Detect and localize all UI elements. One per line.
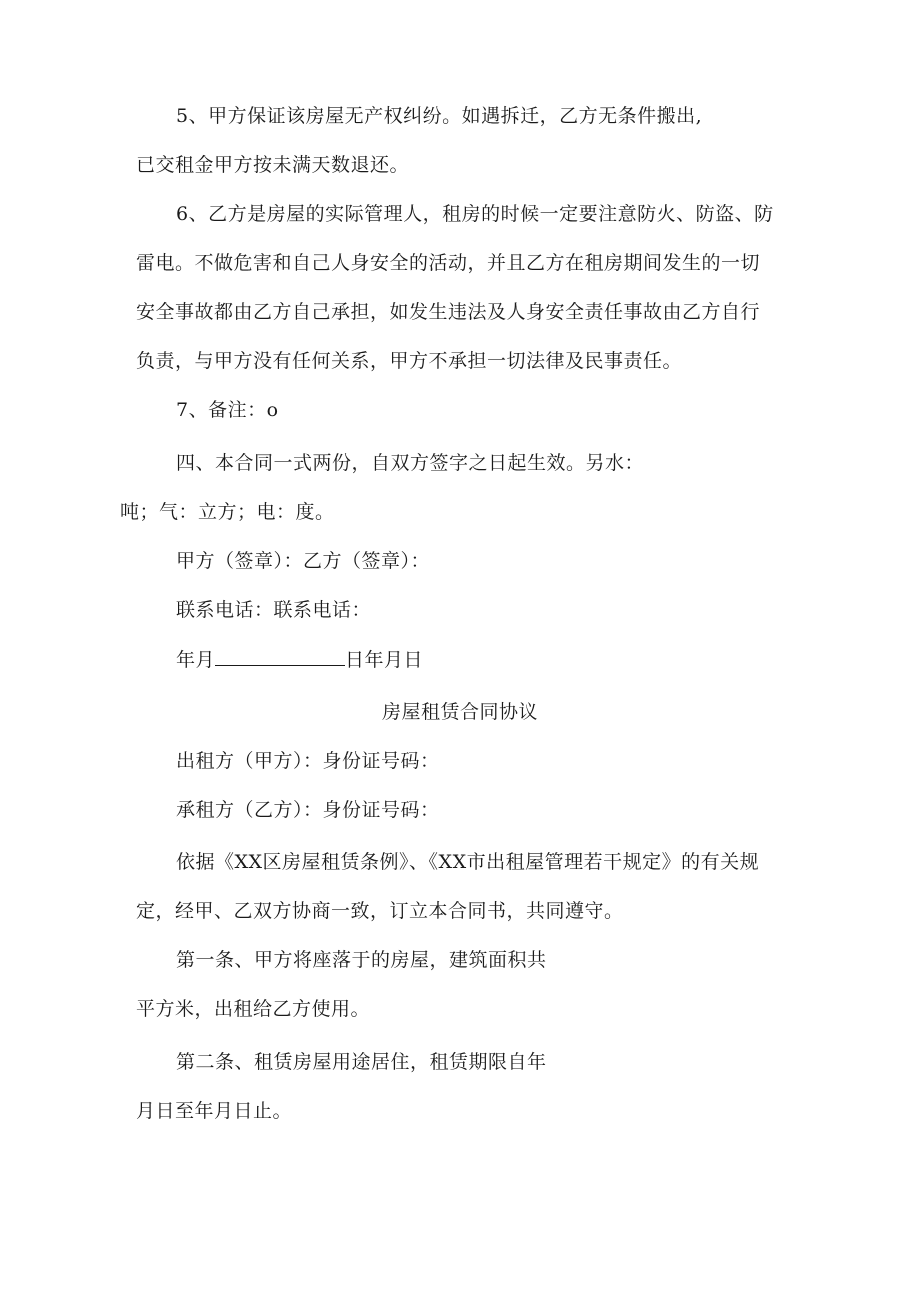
clause-5-line-1: 5、甲方保证该房屋无产权纠纷。如遇拆迁，乙方无条件搬出, — [176, 105, 703, 127]
date-line-start: 年月 — [176, 649, 216, 671]
clause-6-line-1: 6、乙方是房屋的实际管理人，租房的时候一定要注意防火、防盗、防 — [176, 203, 774, 225]
contract-title: 房屋租赁合同协议 — [381, 701, 538, 723]
contact-phone-line: 联系电话：联系电话： — [176, 599, 372, 621]
date-blank — [215, 647, 345, 666]
clause-5-line-2: 已交租金甲方按未满天数退还。 — [136, 154, 410, 176]
lessee-line: 承租方（乙方）：身份证号码： — [176, 799, 440, 821]
lessor-line: 出租方（甲方）：身份证号码： — [176, 750, 440, 772]
date-line-end: 日年月日 — [345, 649, 424, 671]
basis-line-1: 依据《XX区房屋租赁条例》、《XX市出租屋管理若干规定》的有关规 — [176, 851, 760, 873]
article-2-line-2: 月日至年月日止。 — [136, 1100, 293, 1122]
section-4-line-1: 四、本合同一式两份，自双方签字之日起生效。另水： — [176, 452, 645, 474]
date-line — [176, 647, 423, 672]
article-2-line-1: 第二条、租赁房屋用途居住，租赁期限自年 — [176, 1051, 547, 1073]
clause-6-line-2: 雷电。不做危害和自己人身安全的活动，并且乙方在租房期间发生的一切 — [136, 252, 761, 274]
basis-line-2: 定，经甲、乙双方协商一致，订立本合同书，共同遵守。 — [136, 900, 624, 922]
clause-7-remarks: 7、备注：o — [176, 399, 279, 421]
section-4-line-2: 吨；气：立方；电：度。 — [120, 501, 335, 523]
clause-6-line-3: 安全事故都由乙方自己承担，如发生违法及人身安全责任事故由乙方自行 — [136, 301, 761, 323]
signature-line: 甲方（签章）：乙方（签章）： — [176, 550, 431, 572]
article-1-line-2: 平方米，出租给乙方使用。 — [136, 998, 371, 1020]
clause-6-line-4: 负责，与甲方没有任何关系，甲方不承担一切法律及民事责任。 — [136, 350, 683, 372]
article-1-line-1: 第一条、甲方将座落于的房屋，建筑面积共 — [176, 949, 547, 971]
